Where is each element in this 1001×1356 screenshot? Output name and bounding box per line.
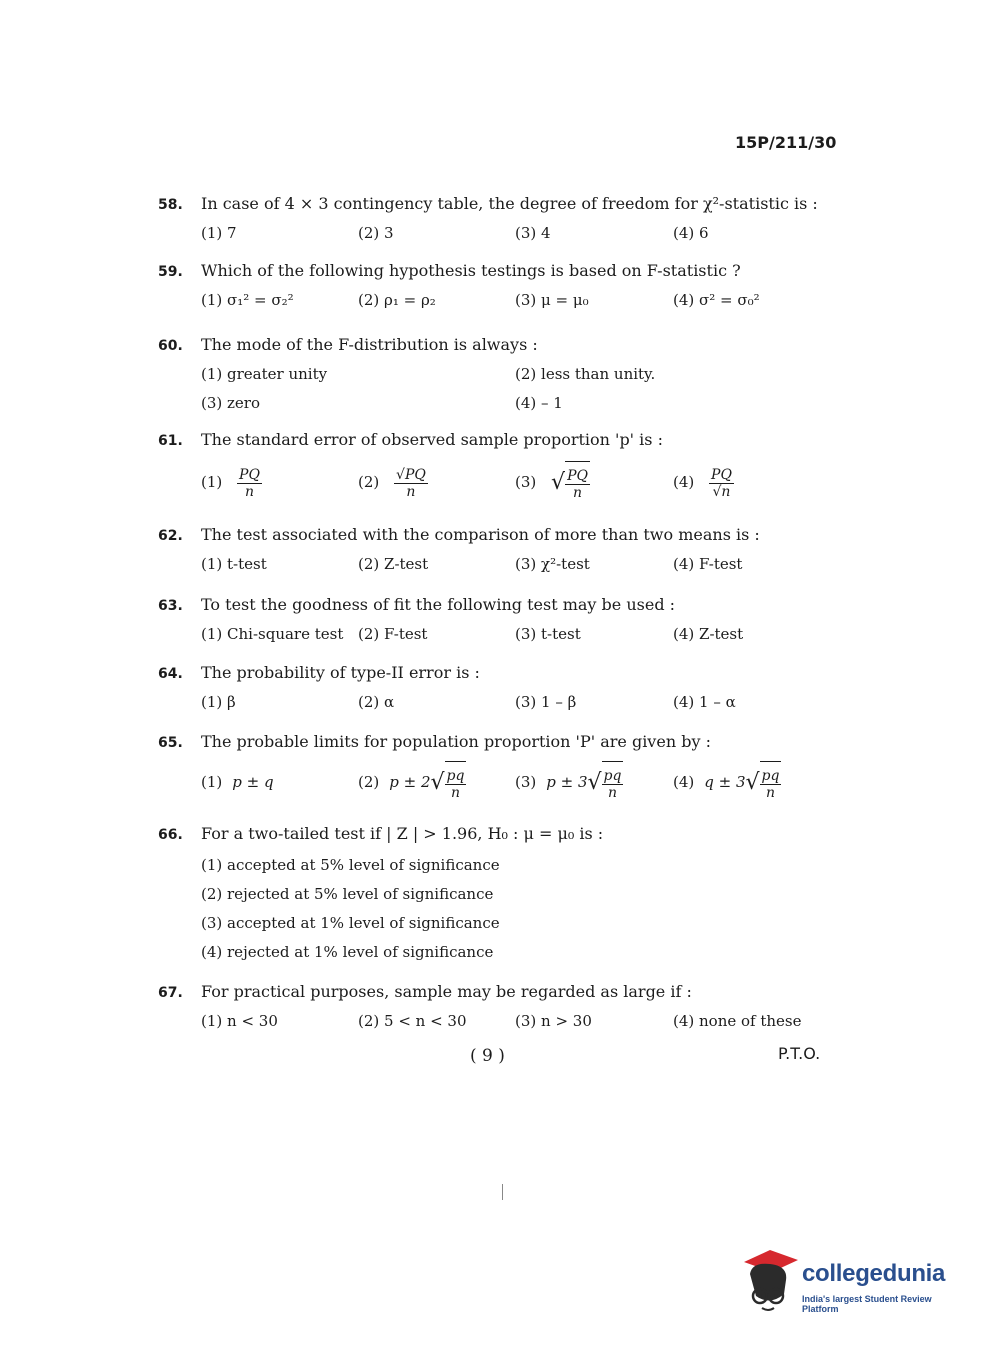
option-2: (2) Z-test: [358, 555, 429, 573]
option-4: (4) F-test: [673, 555, 743, 573]
option-1: (1) greater unity: [201, 365, 328, 383]
question-number: 61.: [158, 433, 183, 449]
option-4: (4) none of these: [673, 1012, 802, 1030]
option-4: (4) 6: [673, 224, 709, 242]
option-2: (2) 5 < n < 30: [358, 1012, 467, 1030]
option-3: (3) μ = μ₀: [515, 291, 589, 309]
question-number: 63.: [158, 598, 183, 614]
option-3: (3) accepted at 1% level of significance: [201, 914, 500, 932]
collegedunia-logo: [740, 1248, 970, 1318]
question-text: The probable limits for population proportion 'P' are given by :: [201, 732, 711, 751]
question-64: [158, 661, 838, 719]
option-4: (4) $\frac{PQ}{√n}$: [673, 466, 732, 500]
option-4: (4) q ± 3√ $\frac{pq}{n}$: [673, 760, 781, 806]
option-3: (3) 1 – β: [515, 693, 577, 711]
square-root: √ $\frac{PQ}{n}$: [551, 460, 590, 506]
option-4: (4) Z-test: [673, 625, 744, 643]
option-2: (2) rejected at 5% level of significance: [201, 885, 494, 903]
pto-label: P.T.O.: [778, 1044, 821, 1063]
square-root: √ $\frac{pq}{n}$: [746, 760, 782, 806]
option-1: (1) σ₁² = σ₂²: [201, 291, 294, 309]
option-3: (3) √ $\frac{PQ}{n}$: [515, 460, 590, 506]
fraction: $\frac{PQ}{n}$: [239, 466, 260, 500]
option-1: (1) p ± q: [201, 773, 274, 791]
question-number: 66.: [158, 827, 183, 843]
question-66: [158, 822, 838, 967]
square-root: √ $\frac{pq}{n}$: [588, 760, 624, 806]
question-text: For practical purposes, sample may be regarded as large if :: [201, 982, 692, 1001]
option-2: (2) F-test: [358, 625, 428, 643]
option-4: (4) σ² = σ₀²: [673, 291, 760, 309]
option-2: (2) ρ₁ = ρ₂: [358, 291, 436, 309]
question-number: 65.: [158, 735, 183, 751]
question-text: In case of 4 × 3 contingency table, the degree of freedom for χ²-statistic is :: [201, 194, 818, 213]
option-4: (4) rejected at 1% level of significance: [201, 943, 494, 961]
option-3: (3) p ± 3√ $\frac{pq}{n}$: [515, 760, 623, 806]
question-59: [158, 259, 838, 317]
option-2: (2) less than unity.: [515, 365, 656, 383]
question-text: For a two-tailed test if | Z | > 1.96, H₀ : μ = μ₀ is :: [201, 824, 604, 843]
option-2: (2) $\frac{√PQ}{n}$: [358, 466, 426, 500]
option-1: (1) t-test: [201, 555, 267, 573]
logo-tagline: India's largest Student Review Platform: [802, 1294, 932, 1314]
question-67: [158, 980, 838, 1038]
option-2: (2) α: [358, 693, 395, 711]
option-4: (4) – 1: [515, 394, 563, 412]
question-63: [158, 593, 838, 651]
page-number: ( 9 ): [470, 1046, 505, 1066]
option-1: (1) β: [201, 693, 236, 711]
option-3: (3) χ²-test: [515, 555, 590, 573]
fraction: $\frac{PQ}{√n}$: [711, 466, 732, 500]
question-number: 64.: [158, 666, 183, 682]
option-1: (1) n < 30: [201, 1012, 278, 1030]
question-number: 67.: [158, 985, 183, 1001]
question-62: [158, 523, 838, 581]
square-root: √ $\frac{pq}{n}$: [431, 760, 467, 806]
scan-mark: [502, 1184, 503, 1200]
question-text: The mode of the F-distribution is always :: [201, 335, 538, 354]
question-58: [158, 192, 838, 250]
question-number: 59.: [158, 264, 183, 280]
question-number: 58.: [158, 197, 183, 213]
option-3: (3) 4: [515, 224, 551, 242]
option-3: (3) t-test: [515, 625, 581, 643]
option-2: (2) p ± 2√ $\frac{pq}{n}$: [358, 760, 466, 806]
option-1: (1) $\frac{PQ}{n}$: [201, 466, 260, 500]
option-1: (1) 7: [201, 224, 237, 242]
logo-wordmark: collegedunia: [802, 1260, 946, 1287]
option-2: (2) 3: [358, 224, 394, 242]
question-65: [158, 730, 838, 804]
question-number: 60.: [158, 338, 183, 354]
question-text: To test the goodness of fit the following test may be used :: [201, 595, 676, 614]
question-61: [158, 428, 838, 504]
paper-code: 15P/211/30: [735, 133, 837, 152]
option-1: (1) Chi-square test: [201, 625, 344, 643]
option-1: (1) accepted at 5% level of significance: [201, 856, 500, 874]
question-number: 62.: [158, 528, 183, 544]
question-text: Which of the following hypothesis testings is based on F-statistic ?: [201, 261, 741, 280]
question-60: [158, 333, 838, 419]
mascot-icon: [740, 1248, 800, 1314]
question-text: The test associated with the comparison of more than two means is :: [201, 525, 760, 544]
option-3: (3) zero: [201, 394, 260, 412]
option-4: (4) 1 – α: [673, 693, 736, 711]
fraction: $\frac{√PQ}{n}$: [396, 466, 426, 500]
question-text: The standard error of observed sample proportion 'p' is :: [201, 430, 663, 449]
option-3: (3) n > 30: [515, 1012, 592, 1030]
question-text: The probability of type-II error is :: [201, 663, 480, 682]
